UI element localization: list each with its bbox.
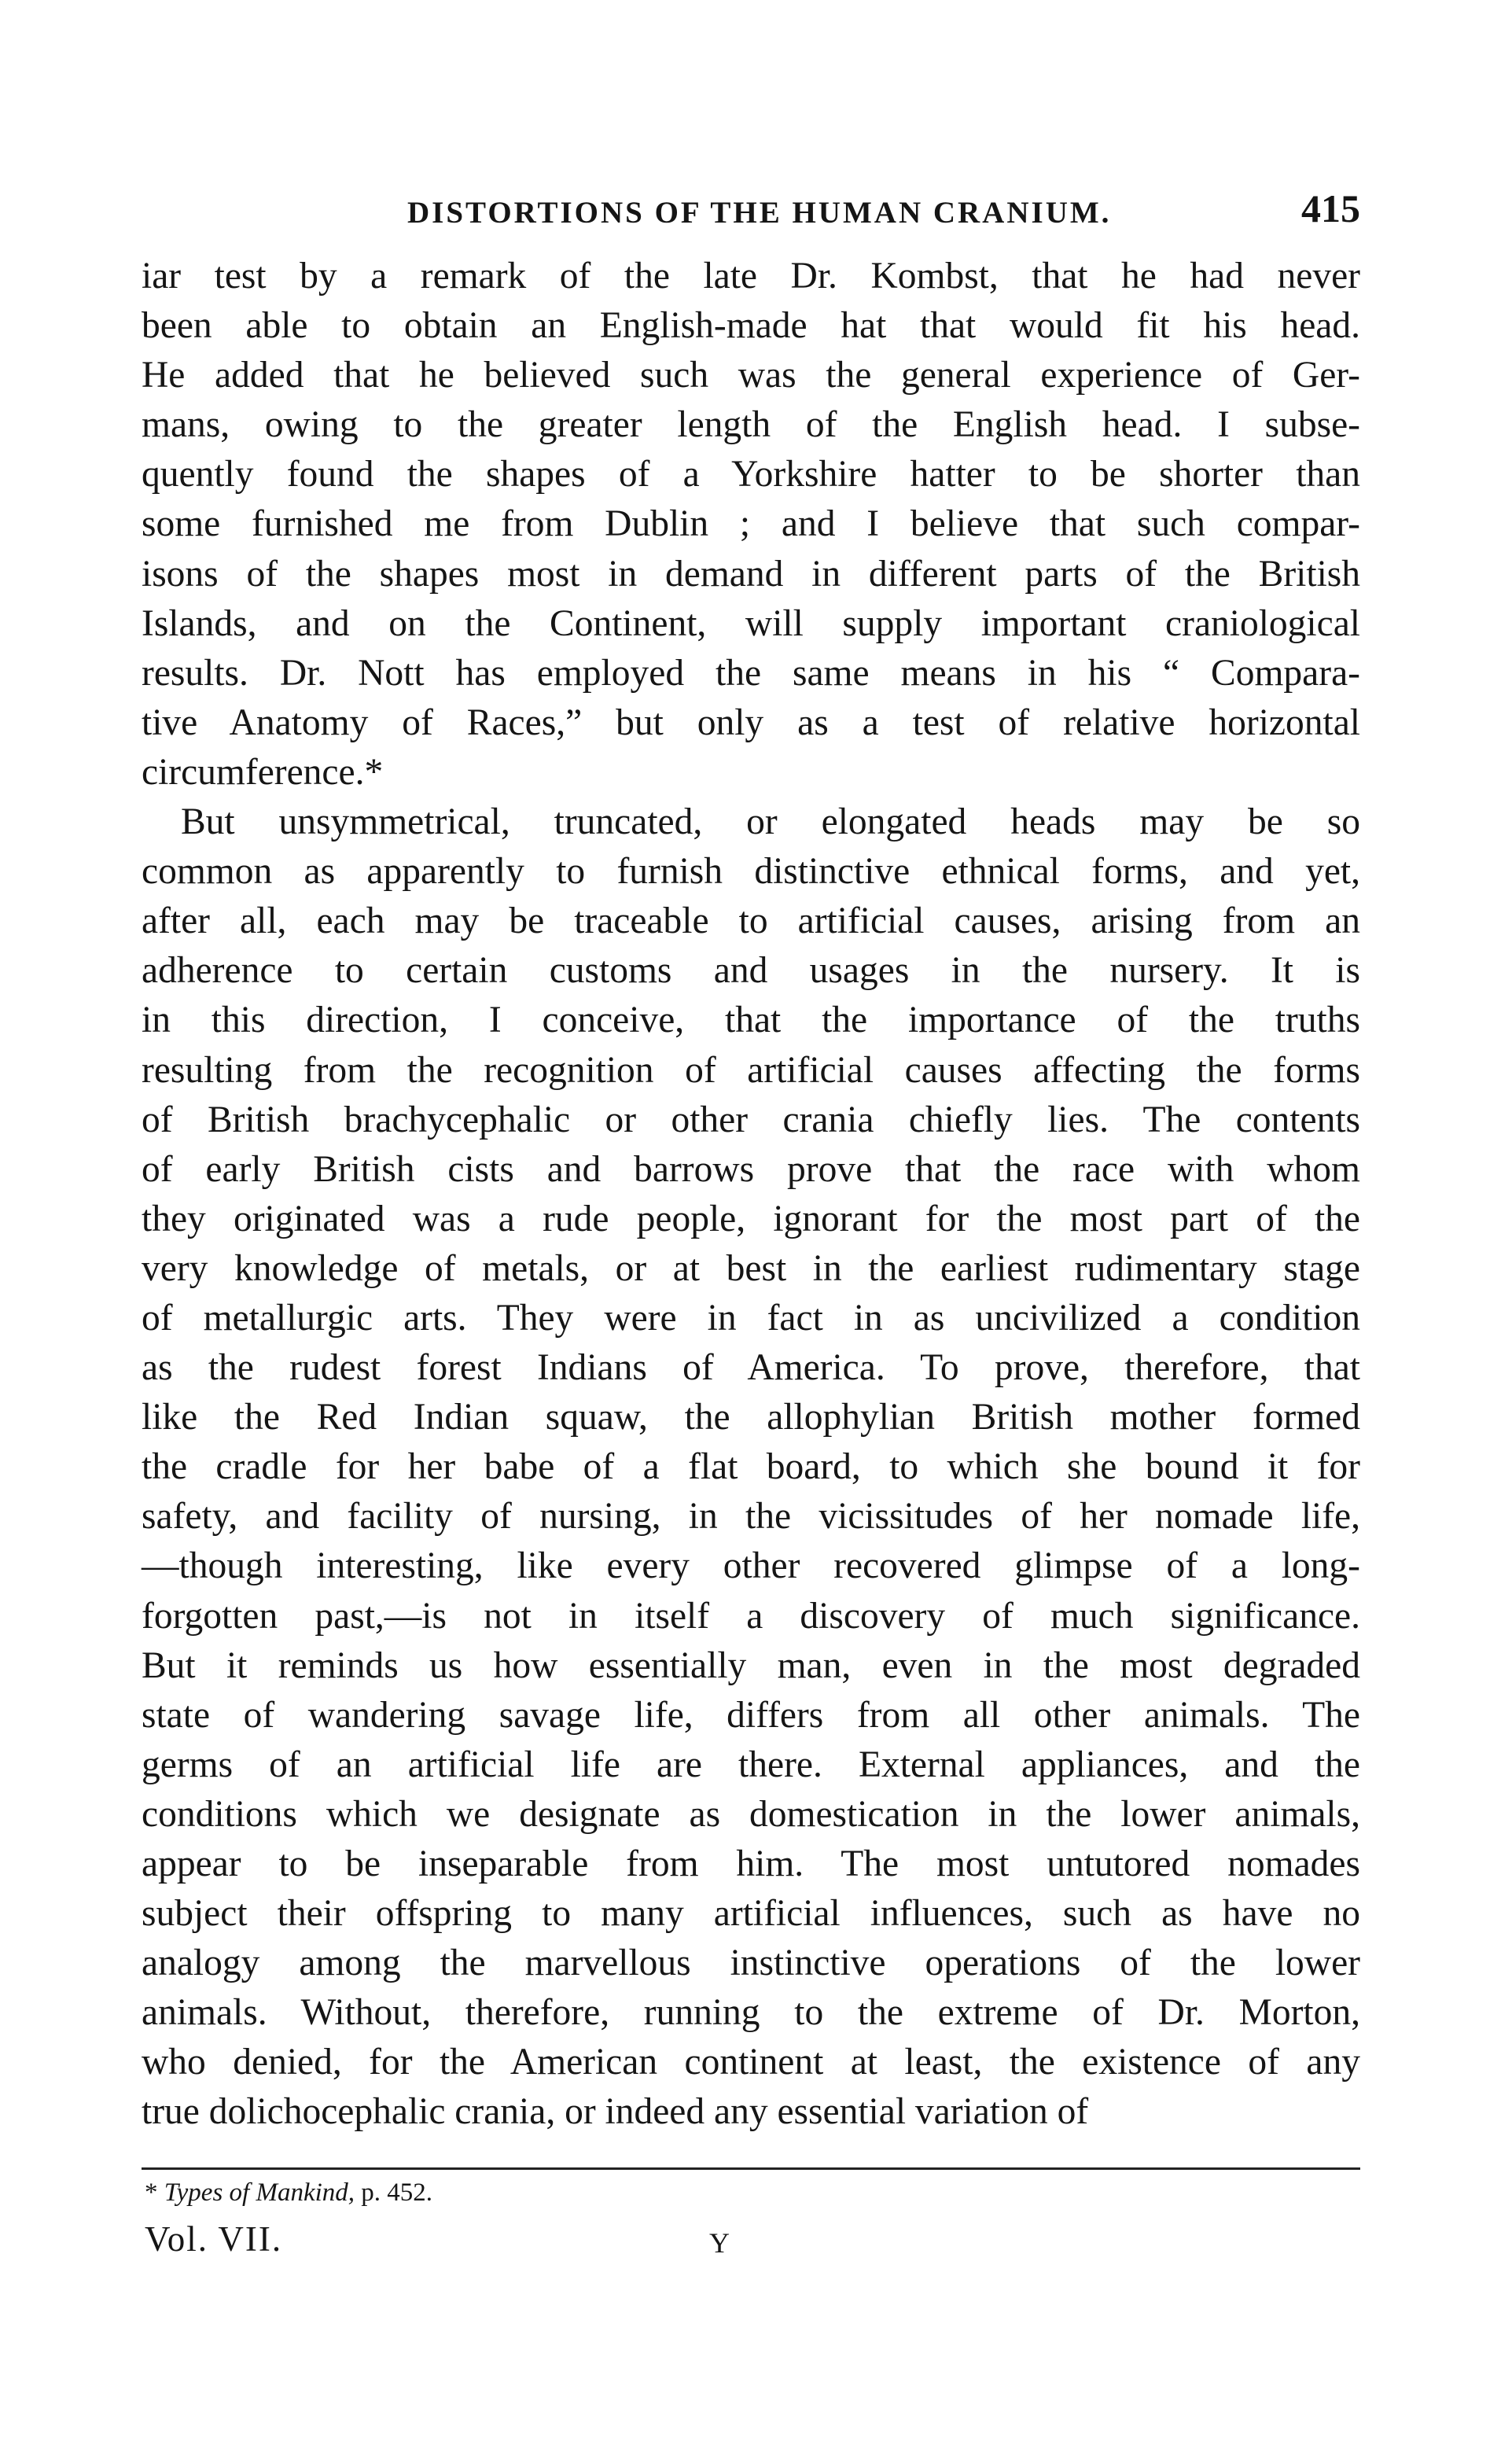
text-line: He added that he believed such was the general experience of Ger-: [142, 355, 1360, 396]
text-line: results. Dr. Nott has employed the same means in his “ Compara-: [142, 652, 1360, 694]
text-line: after all, each may be traceable to artificial causes, arising from an: [142, 900, 1360, 942]
text-line: circumference.*: [142, 751, 384, 793]
volume-label: Vol. VII.: [145, 2219, 283, 2259]
text-line: they originated was a rude people, ignorant for the most part of the: [142, 1198, 1360, 1239]
text-line: true dolichocephalic crania, or indeed any essential variation of: [142, 2091, 1089, 2133]
text-line: resulting from the recognition of artificial causes affecting the forms: [142, 1049, 1360, 1091]
signature-mark: Y: [709, 2226, 730, 2259]
footnote-rule: [142, 2167, 1360, 2170]
text-line: adherence to certain customs and usages in the nursery. It is: [142, 950, 1360, 992]
text-line: forgotten past,—is not in itself a discovery of much significance.: [142, 1595, 1360, 1637]
text-line: some furnished me from Dublin ; and I believe that such compar-: [142, 503, 1360, 545]
text-line: conditions which we designate as domestication in the lower animals,: [142, 1793, 1360, 1835]
text-line: germs of an artificial life are there. External appliances, and the: [142, 1744, 1360, 1785]
text-line: But it reminds us how essentially man, even in the most degraded: [142, 1644, 1360, 1686]
text-line: subject their offspring to many artificial influences, such as have no: [142, 1893, 1360, 1935]
page-number: 415: [1301, 186, 1360, 230]
body-text: [142, 252, 1360, 2138]
footnote: [145, 2176, 1360, 2209]
running-title: DISTORTIONS OF THE HUMAN CRANIUM.: [407, 196, 1112, 230]
text-line: appear to be inseparable from him. The most untutored nomades: [142, 1843, 1360, 1884]
text-line: quently found the shapes of a Yorkshire hatter to be shorter than: [142, 454, 1360, 495]
text-line: of early British cists and barrows prove that the race with whom: [142, 1148, 1360, 1190]
running-head: [142, 181, 1360, 244]
text-line: state of wandering savage life, differs from all other animals. The: [142, 1694, 1360, 1736]
text-line: tive Anatomy of Races,” but only as a test of relative horizontal: [142, 702, 1360, 743]
text-line: the cradle for her babe of a flat board, to which she bound it for: [142, 1446, 1360, 1488]
text-line: But unsymmetrical, truncated, or elongated heads may be so: [181, 801, 1360, 843]
signature-row: [142, 2217, 1360, 2280]
text-line: like the Red Indian squaw, the allophylian British mother formed: [142, 1397, 1360, 1438]
text-line: of metallurgic arts. They were in fact in as uncivilized a condition: [142, 1297, 1360, 1339]
text-line: as the rudest forest Indians of America. To prove, therefore, that: [142, 1347, 1360, 1389]
book-page: [142, 181, 1360, 2280]
text-line: isons of the shapes most in demand in different parts of the British: [142, 553, 1360, 595]
text-line: safety, and facility of nursing, in the vicissitudes of her nomade life,: [142, 1496, 1360, 1538]
text-line: in this direction, I conceive, that the importance of the truths: [142, 1000, 1360, 1041]
text-line: been able to obtain an English-made hat that would fit his head.: [142, 305, 1360, 347]
text-line: common as apparently to furnish distinctive ethnical forms, and yet,: [142, 851, 1360, 893]
text-line: who denied, for the American continent at least, the existence of any: [142, 2042, 1360, 2083]
footnote-marker: *: [145, 2178, 158, 2207]
footnote-title: Types of Mankind,: [164, 2178, 355, 2207]
footnote-reference: p. 452.: [355, 2178, 433, 2207]
paragraph: [142, 797, 1360, 2138]
text-line: very knowledge of metals, or at best in the earliest rudimentary stage: [142, 1247, 1360, 1289]
text-line: —though interesting, like every other recovered glimpse of a long-: [142, 1545, 1360, 1587]
text-line: of British brachycephalic or other crania chiefly lies. The contents: [142, 1099, 1360, 1140]
text-line: mans, owing to the greater length of the English head. I subse-: [142, 404, 1360, 446]
paragraph: [142, 252, 1360, 797]
text-line: animals. Without, therefore, running to the extreme of Dr. Morton,: [142, 1992, 1360, 2034]
text-line: iar test by a remark of the late Dr. Kombst, that he had never: [142, 256, 1360, 296]
text-line: Islands, and on the Continent, will supply important craniological: [142, 602, 1360, 644]
text-line: analogy among the marvellous instinctive operations of the lower: [142, 1943, 1360, 1984]
